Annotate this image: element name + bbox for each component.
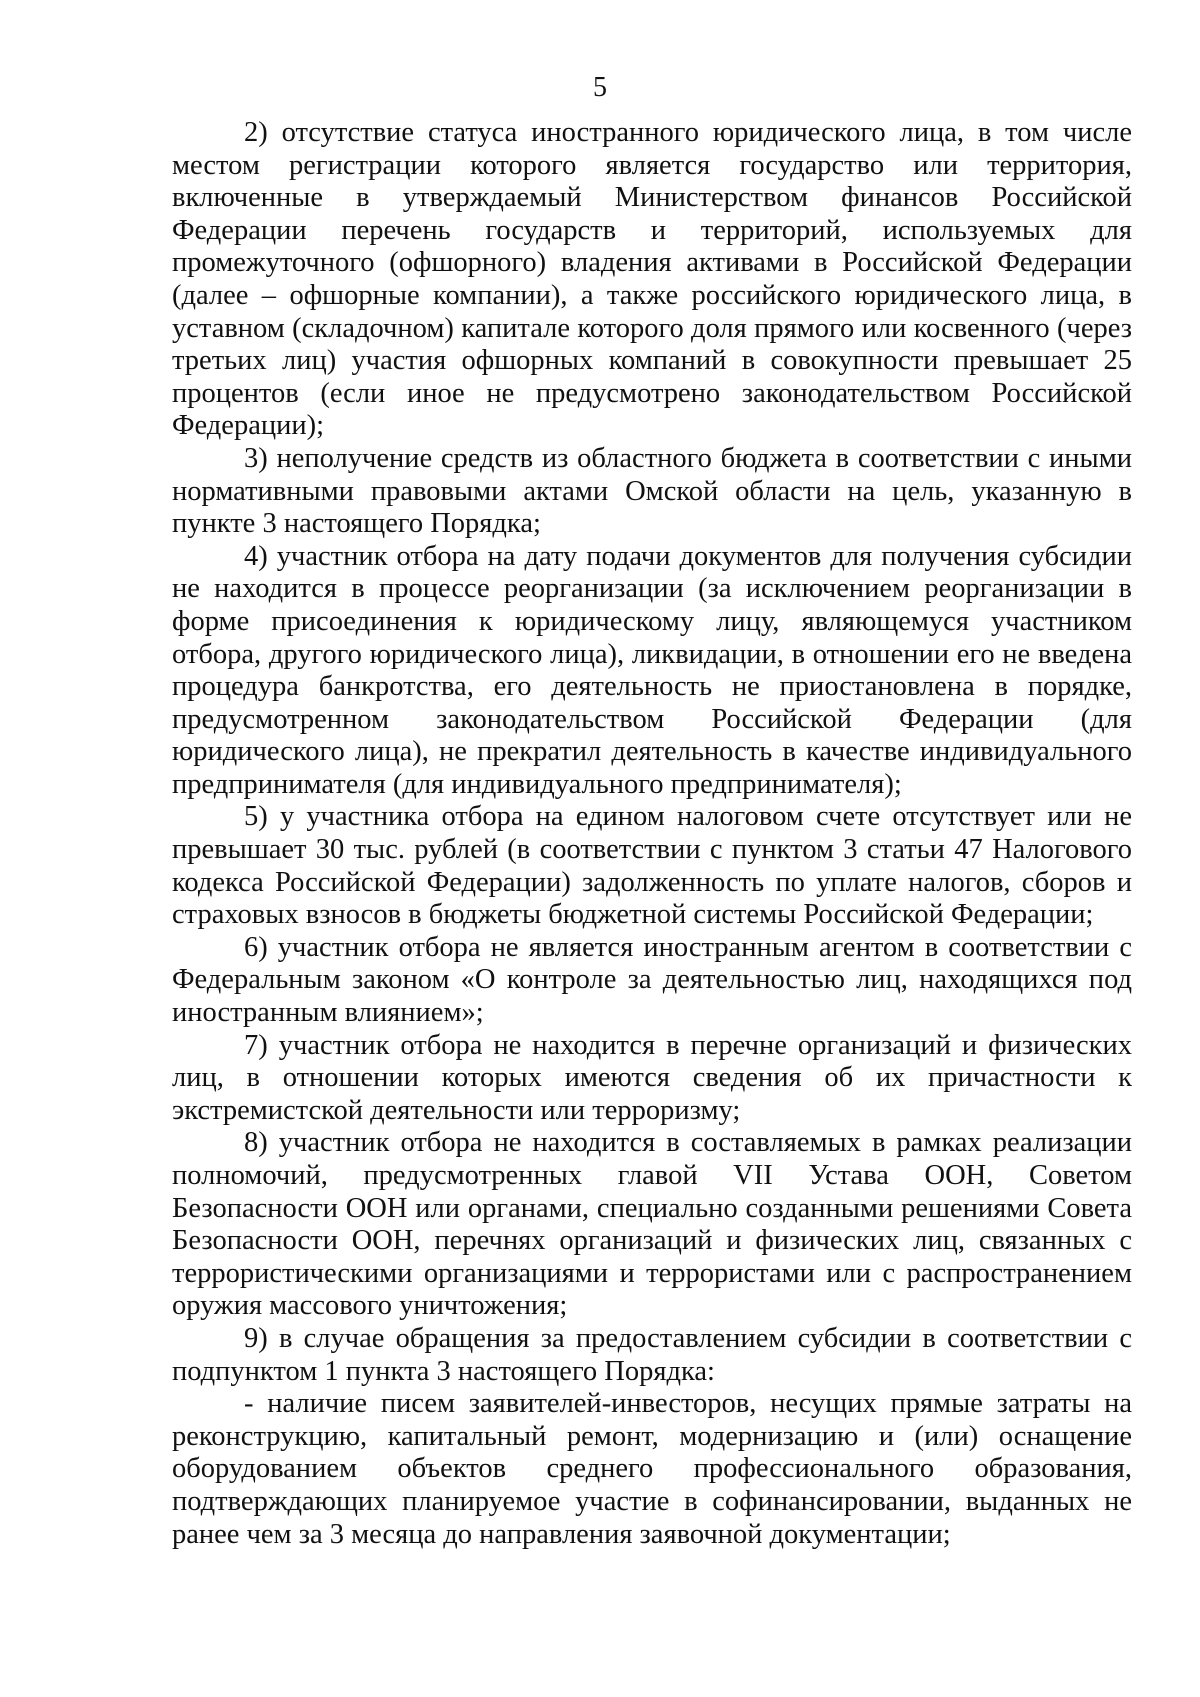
paragraph-subitem-investor-letters: - наличие писем заявителей-инвесторов, несущих прямые затраты на реконструкцию, капитальный ремонт, модернизацию и (или) оснащение оборудованием объектов среднего профессионального образования, подтверждающих планируемое участие в софинансировании, выданных не ранее чем за 3 месяца до направления заявочной документации; — [172, 1388, 1132, 1550]
paragraph-item-3: 3) неполучение средств из областного бюджета в соответствии с иными нормативными правовыми актами Омской области на цель, указанную в пункте 3 настоящего Порядка; — [172, 442, 1132, 540]
paragraph-item-6: 6) участник отбора не является иностранным агентом в соответствии с Федеральным законом «О контроле за деятельностью лиц, находящихся под иностранным влиянием»; — [172, 931, 1132, 1029]
paragraph-item-8: 8) участник отбора не находится в составляемых в рамках реализации полномочий, предусмотренных главой VII Устава ООН, Советом Безопасности ООН или органами, специально созданными решениями Совета Безопасности ООН, перечнях организаций и физических лиц, связанных с террористическими организациями и террористами или с распространением оружия массового уничтожения; — [172, 1127, 1132, 1322]
paragraph-item-4: 4) участник отбора на дату подачи документов для получения субсидии не находится в процессе реорганизации (за исключением реорганизации в форме присоединения к юридическому лицу, являющемуся участником отбора, другого юридического лица), ликвидации, в отношении его не введена процедура банкротства, его деятельность не приостановлена в порядке, предусмотренном законодательством Российской Федерации (для юридического лица), не прекратил деятельность в качестве индивидуального предпринимателя (для индивидуального предпринимателя); — [172, 540, 1132, 800]
paragraph-item-9: 9) в случае обращения за предоставлением субсидии в соответствии с подпунктом 1 пункта 3 настоящего Порядка: — [172, 1322, 1132, 1387]
paragraph-item-7: 7) участник отбора не находится в перечне организаций и физических лиц, в отношении которых имеются сведения об их причастности к экстремистской деятельности или терроризму; — [172, 1029, 1132, 1126]
document-body — [172, 117, 1132, 1551]
page-number: 5 — [593, 72, 607, 103]
paragraph-item-2: 2) отсутствие статуса иностранного юридического лица, в том числе местом регистрации которого является государство или территория, включенные в утверждаемый Министерством финансов Российской Федерации перечень государств и территорий, используемых для промежуточного (офшорного) владения активами в Российской Федерации (далее – офшорные компании), а также российского юридического лица, в уставном (складочном) капитале которого доля прямого или косвенного (через третьих лиц) участия офшорных компаний в совокупности превышает 25 процентов (если иное не предусмотрено законодательством Российской Федерации); — [172, 117, 1132, 442]
paragraph-item-5: 5) у участника отбора на едином налоговом счете отсутствует или не превышает 30 тыс. рублей (в соответствии с пунктом 3 статьи 47 Налогового кодекса Российской Федерации) задолженность по уплате налогов, сборов и страховых взносов в бюджеты бюджетной системы Российской Федерации; — [172, 801, 1132, 931]
